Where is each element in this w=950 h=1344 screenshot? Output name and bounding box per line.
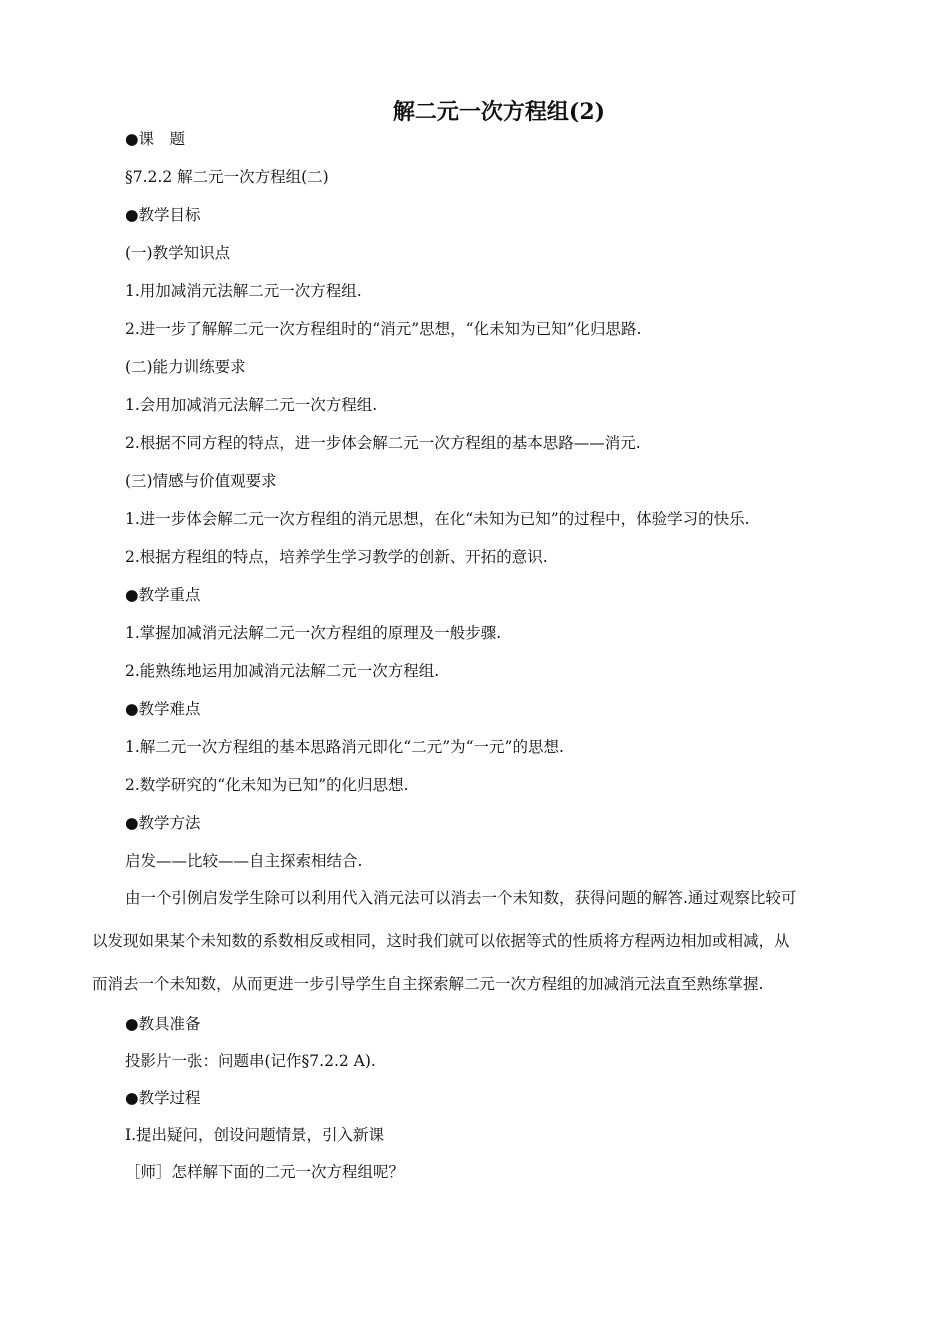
text-line: ●教学重点	[125, 586, 201, 604]
text-line: 投影片一张：问题串(记作§7.2.2 A).	[125, 1052, 376, 1070]
text-line: ●教学目标	[125, 206, 201, 224]
text-line: ●教学过程	[125, 1089, 201, 1107]
text-line: 1.进一步体会解二元一次方程组的消元思想，在化“未知为已知”的过程中，体验学习的快乐.	[125, 510, 750, 528]
text-line: ［师］怎样解下面的二元一次方程组呢？	[125, 1163, 405, 1181]
text-line: 启发——比较——自主探索相结合.	[125, 852, 363, 870]
text-line: 1.解二元一次方程组的基本思路消元即化“二元”为“一元”的思想.	[125, 738, 564, 756]
teaching-method-paragraph	[92, 887, 862, 1016]
text-line: ●教学难点	[125, 700, 201, 718]
text-line: (三)情感与价值观要求	[125, 472, 277, 490]
text-line: ●教学方法	[125, 814, 201, 832]
text-line: 2.能熟练地运用加减消元法解二元一次方程组.	[125, 662, 440, 680]
text-line: §7.2.2 解二元一次方程组(二)	[125, 168, 329, 186]
text-line: 1.会用加减消元法解二元一次方程组.	[125, 396, 378, 414]
text-line: (二)能力训练要求	[125, 358, 246, 376]
text-line: ●教具准备	[125, 1015, 201, 1033]
page-title: 解二元一次方程组(2)	[392, 99, 606, 125]
text-line: 2.数学研究的“化未知为已知”的化归思想.	[125, 776, 409, 794]
paragraph-line: 由一个引例启发学生除可以利用代入消元法可以消去一个未知数，获得问题的解答.通过观察比较可	[125, 889, 797, 907]
text-line: (一)教学知识点	[125, 244, 231, 262]
text-line: 2.进一步了解解二元一次方程组时的“消元”思想，“化未知为已知”化归思路.	[125, 320, 642, 338]
paragraph-line: 而消去一个未知数，从而更进一步引导学生自主探索解二元一次方程组的加减消元法直至熟练掌握.	[92, 975, 764, 993]
paragraph-line: 以发现如果某个未知数的系数相反或相同，这时我们就可以依据等式的性质将方程两边相加或相减，从	[92, 932, 790, 950]
text-line: 2.根据不同方程的特点，进一步体会解二元一次方程组的基本思路——消元.	[125, 434, 641, 452]
text-line: 1.用加减消元法解二元一次方程组.	[125, 282, 362, 300]
text-line: ●课 题	[125, 130, 186, 148]
text-line: Ⅰ.提出疑问，创设问题情景，引入新课	[125, 1126, 385, 1144]
text-line: 1.掌握加减消元法解二元一次方程组的原理及一般步骤.	[125, 624, 502, 642]
text-line: 2.根据方程组的特点，培养学生学习教学的创新、开拓的意识.	[125, 548, 548, 566]
